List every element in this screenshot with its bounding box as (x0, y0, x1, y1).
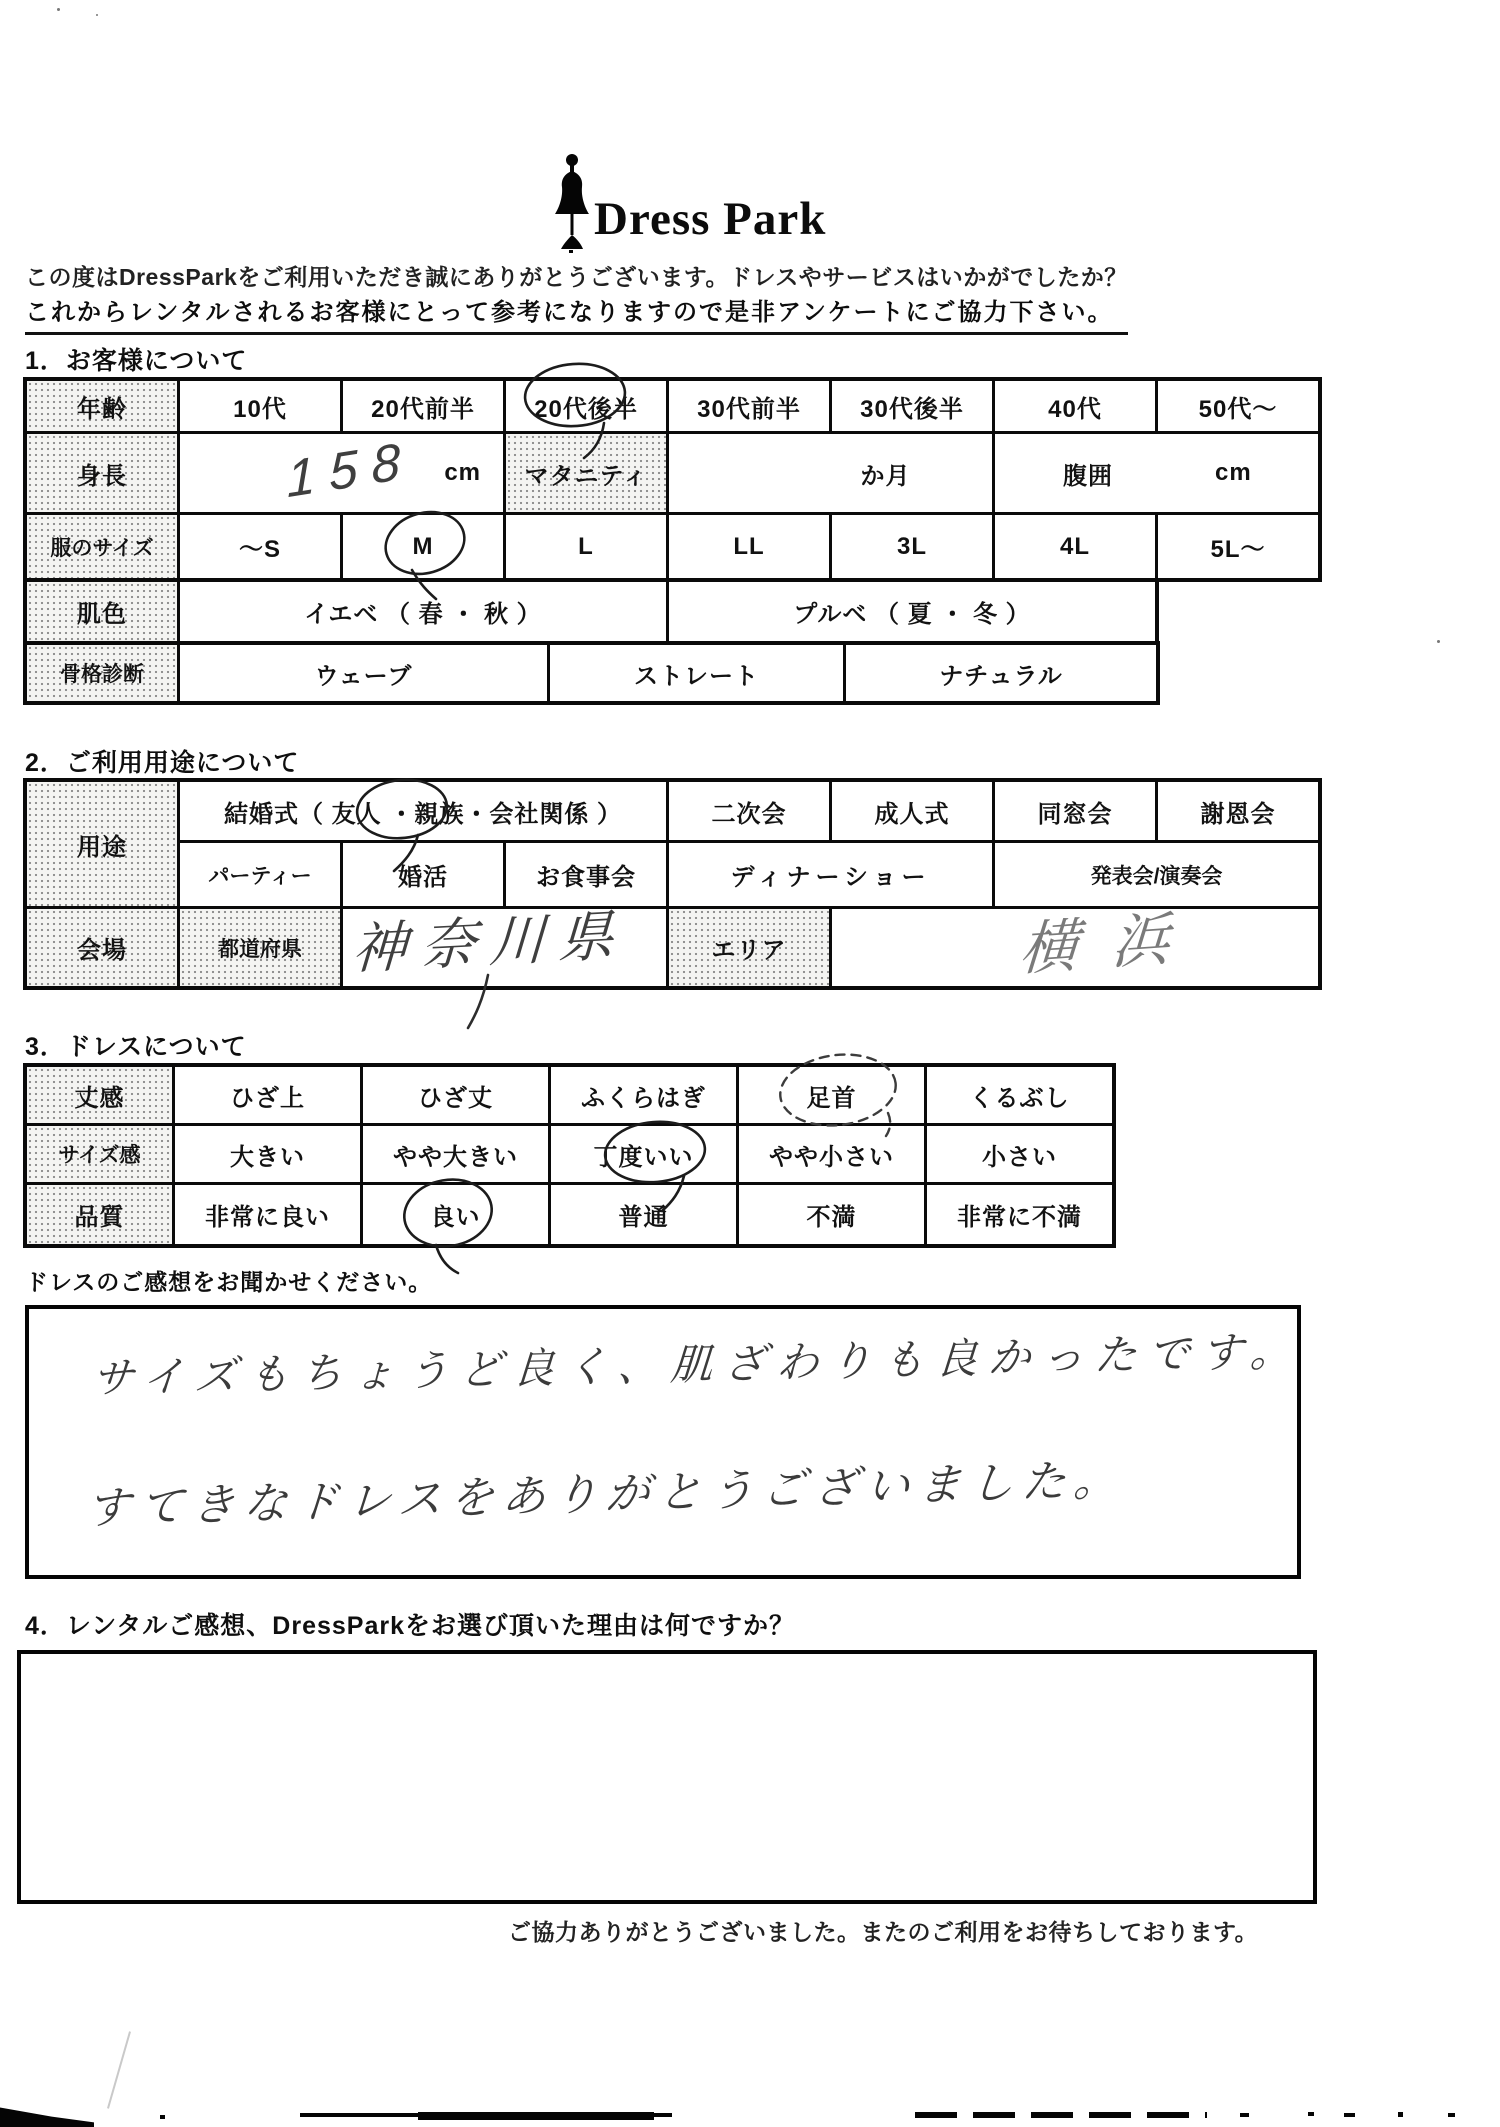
skin-option-cool: プルベ （ 夏 ・ 冬 ） (669, 582, 1155, 641)
frame-diagnosis-row (23, 641, 1160, 705)
fit-row-label: サイズ感 (27, 1126, 172, 1182)
size-option-5: 4L (995, 515, 1155, 578)
intro-line-2: これからレンタルされるお客様にとって参考になりますので是非アンケートにご協力下さい。 (25, 292, 1128, 335)
closing-text: ご協力ありがとうございました。またのご利用をお待ちしております。 (508, 1919, 1259, 1945)
maternity-cell: マタニティ (506, 434, 666, 512)
reason-box (17, 1650, 1317, 1904)
length-option-4: くるぶし (927, 1067, 1112, 1123)
quality-option-1: 良い (363, 1185, 548, 1244)
size-option-2: L (506, 515, 666, 578)
age-option-6: 50代～ (1158, 381, 1318, 431)
size-option-1: M (343, 515, 503, 578)
waist-unit: cm (1215, 459, 1252, 486)
height-row-label: 身長 (27, 434, 177, 512)
scan-speck (1437, 640, 1440, 643)
age-row-label: 年齢 (27, 381, 177, 431)
purpose-konkatsu-cell: 婚活 (343, 843, 503, 906)
skin-row-label: 肌色 (27, 582, 177, 641)
intro-line-1: この度はDressParkをご利用いただき誠にありがとうございます。ドレスやサービスはいかがでしたか？ (25, 264, 1128, 290)
waist-label: 腹囲 (1063, 462, 1113, 490)
purpose-comingofage-cell: 成人式 (832, 782, 992, 840)
quality-option-3: 不満 (739, 1185, 924, 1244)
section2-title: 2．ご利用用途について (25, 749, 300, 777)
fit-option-1: やや大きい (363, 1126, 548, 1182)
scan-speck (1448, 2113, 1455, 2117)
quality-option-0: 非常に良い (175, 1185, 360, 1244)
size-option-6: 5L～ (1158, 515, 1318, 578)
purpose-afterparty-cell: 二次会 (669, 782, 829, 840)
scan-speck (1398, 2112, 1403, 2117)
skin-option-warm: イエベ （ 春 ・ 秋 ） (180, 582, 666, 641)
frame-option-2: ナチュラル (846, 645, 1156, 701)
scan-artifact-line-thick (418, 2112, 654, 2120)
fit-option-2: 丁度いい (551, 1126, 736, 1182)
size-option-3: LL (669, 515, 829, 578)
frame-option-1: ストレート (550, 645, 843, 701)
height-unit: cm (444, 459, 481, 486)
handwritten-feedback-line1: サイズもちょうど良く、肌ざわりも良かったです。 (90, 1327, 1305, 1402)
age-option-1: 20代前半 (343, 381, 503, 431)
waist-cell (995, 434, 1318, 512)
section4-title: 4．レンタルご感想、DressParkをお選び頂いた理由は何ですか？ (25, 1612, 795, 1640)
age-option-0: 10代 (180, 381, 340, 431)
length-option-0: ひざ上 (175, 1067, 360, 1123)
scan-speck (57, 8, 60, 11)
purpose-dinner-cell: お食事会 (506, 843, 666, 906)
age-option-5: 40代 (995, 381, 1155, 431)
scan-speck (1308, 2112, 1314, 2116)
handwritten-height: 158 (286, 430, 415, 510)
length-option-1: ひざ丈 (363, 1067, 548, 1123)
scan-streak (107, 2031, 131, 2108)
purpose-dinnershow-cell: ディナーショー (669, 843, 992, 906)
length-option-2: ふくらはぎ (551, 1067, 736, 1123)
quality-option-2: 普通 (551, 1185, 736, 1244)
venue-row-label: 会場 (27, 909, 177, 986)
brand-logo-text: Dress Park (594, 193, 827, 245)
scan-speck (1344, 2113, 1355, 2117)
length-row-label: 丈感 (27, 1067, 172, 1123)
size-option-0: ～S (180, 515, 340, 578)
frame-row-label: 骨格診断 (27, 645, 177, 701)
purpose-wedding-cell: 結婚式（ 友人 ・親族・会社関係 ） (180, 782, 666, 840)
scan-speck (1240, 2113, 1249, 2117)
handwritten-area: 横浜 (1017, 904, 1206, 983)
handwritten-feedback-line2: すてきなドレスをありがとうございました。 (84, 1455, 1127, 1534)
skin-tone-row (23, 578, 1159, 645)
purpose-reunion-cell: 同窓会 (995, 782, 1155, 840)
size-option-4: 3L (832, 515, 992, 578)
customer-table (23, 377, 1322, 582)
scan-artifact-dashes (915, 2112, 1207, 2118)
scan-artifact-wedge (0, 2104, 94, 2127)
size-row-label: 服のサイズ (27, 515, 177, 578)
purpose-thanks-cell: 謝恩会 (1158, 782, 1318, 840)
purpose-recital-cell: 発表会/演奏会 (995, 843, 1318, 906)
fit-option-4: 小さい (927, 1126, 1112, 1182)
fit-option-0: 大きい (175, 1126, 360, 1182)
dress-form-icon (552, 153, 592, 253)
length-option-3: 足首 (739, 1067, 924, 1123)
quality-option-4: 非常に不満 (927, 1185, 1112, 1244)
scan-speck (96, 14, 98, 16)
handwritten-prefecture: 神奈川県 (350, 903, 630, 981)
months-cell: か月 (669, 434, 992, 512)
frame-option-0: ウェーブ (180, 645, 547, 701)
section3-title: 3．ドレスについて (25, 1033, 247, 1061)
feedback-prompt: ドレスのご感想をお聞かせください。 (25, 1269, 433, 1295)
age-option-2: 20代後半 (506, 381, 666, 431)
purpose-row-label: 用途 (27, 782, 177, 906)
scan-speck (160, 2115, 165, 2119)
section1-title: 1．お客様について (25, 347, 248, 375)
quality-row-label: 品質 (27, 1185, 172, 1244)
fit-option-3: やや小さい (739, 1126, 924, 1182)
purpose-party-cell: パーティー (180, 843, 340, 906)
age-option-3: 30代前半 (669, 381, 829, 431)
venue-area-label: エリア (669, 909, 829, 986)
dress-table (23, 1063, 1116, 1248)
age-option-4: 30代後半 (832, 381, 992, 431)
venue-pref-label: 都道府県 (180, 909, 340, 986)
